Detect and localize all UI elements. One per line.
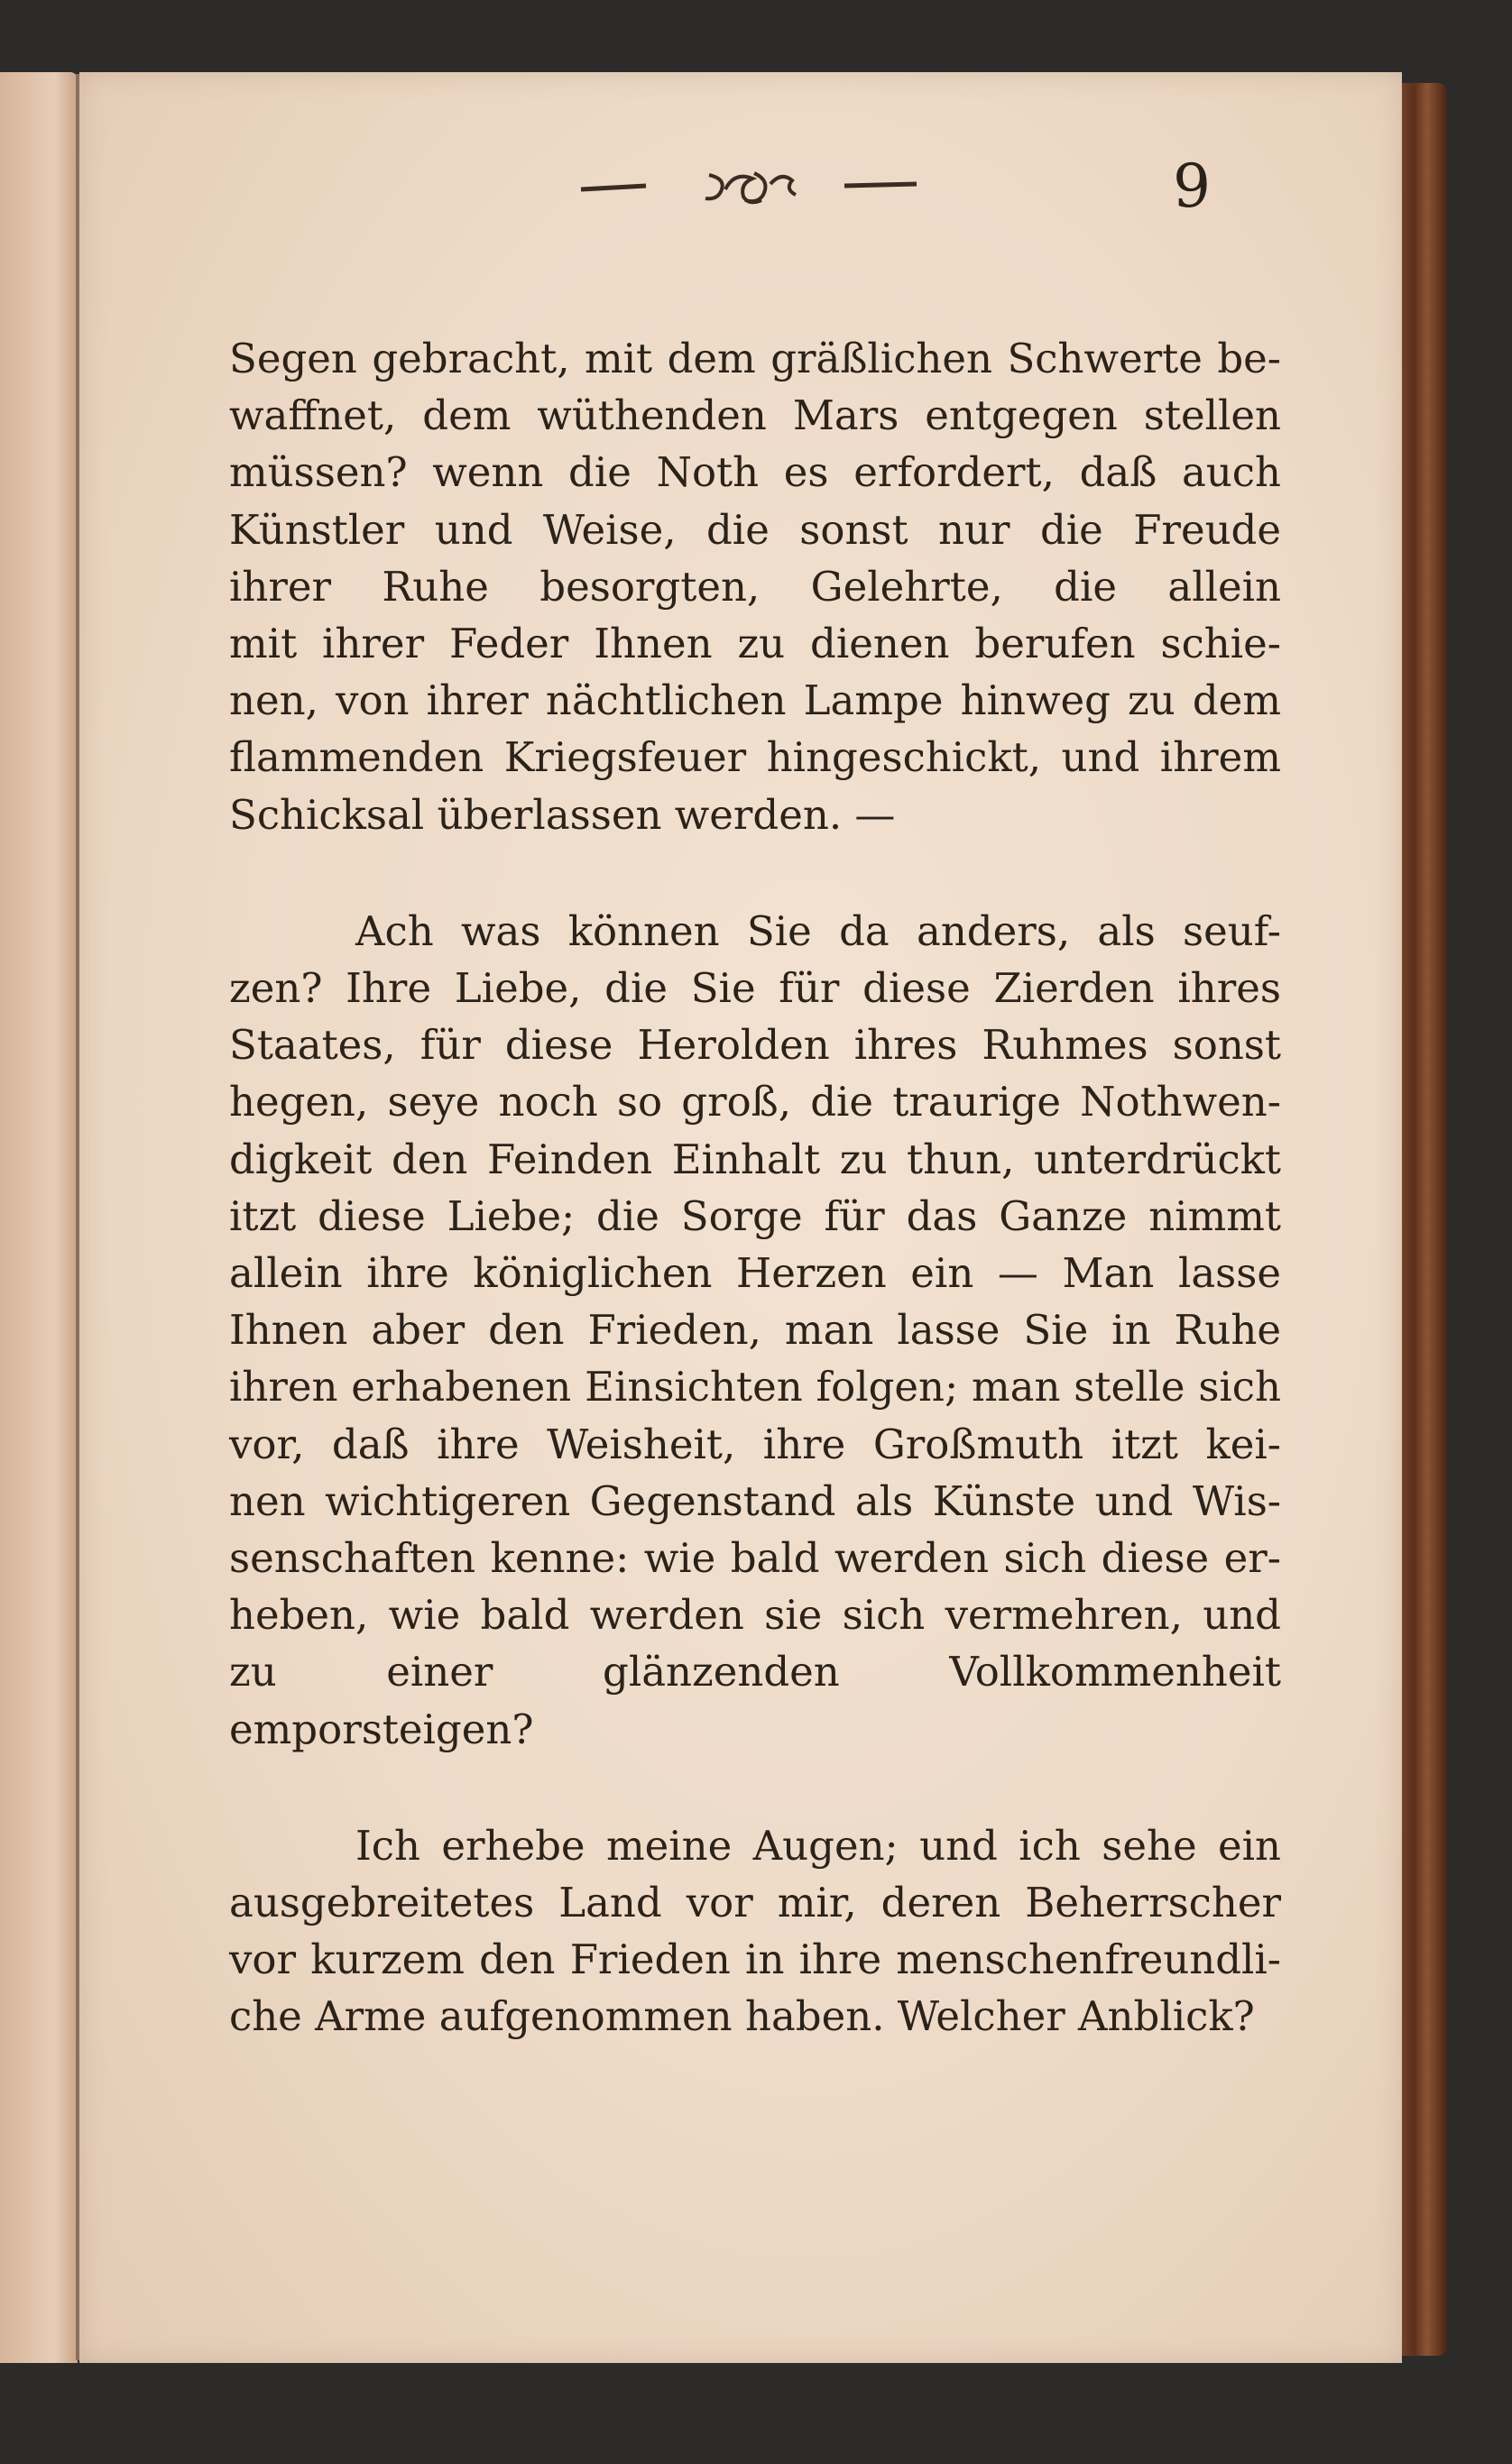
text-line: Segen gebracht, mit dem gräßlichen Schwerte be- xyxy=(229,335,1281,382)
text-line: itzt diese Liebe; die Sorge für das Ganze nimmt xyxy=(229,1191,1281,1240)
text-line: zu einer glänzenden Vollkommenheit emporsteigen? xyxy=(229,1648,1281,1753)
text-line: hegen, seye noch so groß, die traurige Nothwen- xyxy=(229,1078,1281,1126)
paragraph xyxy=(229,1817,1281,2046)
text-line: allein ihre königlichen Herzen ein — Man lasse xyxy=(229,1249,1281,1298)
text-line: ausgebreitetes Land vor mir, deren Beherrscher xyxy=(229,1879,1281,1927)
text-line: ihrer Ruhe besorgten, Gelehrte, die allein xyxy=(229,562,1281,611)
text-line: digkeit den Feinden Einhalt zu thun, unterdrückt xyxy=(229,1135,1281,1183)
text-line: senschaften kenne: wie bald werden sich diese er- xyxy=(229,1534,1281,1583)
text-line: Künstler und Weise, die sonst nur die Freude xyxy=(229,505,1281,554)
text-line-content: Ich erhebe meine Augen; und ich sehe ein xyxy=(355,1821,1281,1870)
paragraph-gap xyxy=(229,843,1281,903)
facing-page-edge xyxy=(0,72,78,2363)
text-line-content: Ach was können Sie da anders, als seuf- xyxy=(355,906,1281,955)
text-line xyxy=(229,1817,1281,1874)
text-line: nen, von ihrer nächtlichen Lampe hinweg zu dem xyxy=(229,676,1281,725)
text-line: Schicksal überlassen werden. — xyxy=(229,790,896,839)
text-line: che Arme aufgenommen haben. Welcher Anblick? xyxy=(229,1992,1255,2041)
text-line: heben, wie bald werden sie sich vermehren, und xyxy=(229,1591,1281,1640)
page-number: 9 xyxy=(1173,152,1211,221)
paragraph-gap xyxy=(229,1758,1281,1817)
text-line: flammenden Kriegsfeuer hingeschickt, und ihrem xyxy=(229,733,1281,782)
text-line: müssen? wenn die Noth es erfordert, daß auch xyxy=(229,448,1281,497)
text-line: mit ihrer Feder Ihnen zu dienen berufen schie- xyxy=(229,620,1281,668)
text-line: vor kurzem den Frieden in ihre menschenfreundli- xyxy=(229,1935,1281,1984)
book-spine-edge xyxy=(1397,83,1447,2356)
ornament-icon xyxy=(574,159,927,213)
body-text xyxy=(229,330,1281,2046)
text-line: vor, daß ihre Weisheit, ihre Großmuth itzt kei- xyxy=(229,1420,1281,1468)
text-line: Staates, für diese Herolden ihres Ruhmes sonst xyxy=(229,1021,1281,1070)
paragraph xyxy=(229,330,1281,843)
text-line xyxy=(229,903,1281,960)
text-line: ihren erhabenen Einsichten folgen; man stelle sich xyxy=(229,1363,1281,1411)
text-line: zen? Ihre Liebe, die Sie für diese Zierden ihres xyxy=(229,964,1281,1013)
text-line: Ihnen aber den Frieden, man lasse Sie in Ruhe xyxy=(229,1306,1281,1355)
text-line: waffnet, dem wüthenden Mars entgegen stellen xyxy=(229,391,1281,440)
text-line: nen wichtigeren Gegenstand als Künste und Wis- xyxy=(229,1476,1281,1525)
paragraph xyxy=(229,903,1281,1758)
